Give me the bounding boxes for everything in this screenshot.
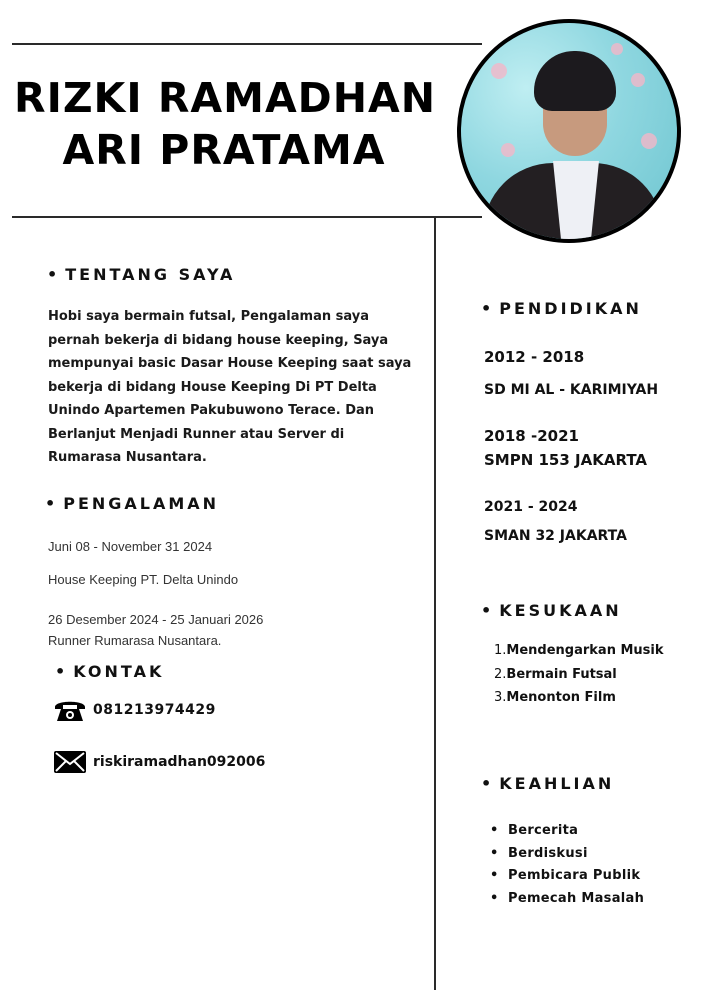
skills-heading: • KEAHLIAN [481,774,615,793]
skill-item: • Bercerita [490,823,579,838]
phone-number: 081213974429 [93,702,216,718]
education-years-2: 2018 -2021 [484,427,579,445]
skill-item: • Pembicara Publik [490,868,641,883]
hobby-item: 3.Menonton Film [494,690,616,705]
telephone-icon [53,697,87,723]
education-heading: • PENDIDIKAN [481,299,642,318]
education-school-2: SMPN 153 JAKARTA [484,451,648,469]
experience-date-2: 26 Desember 2024 - 25 Januari 2026 [48,612,264,627]
name-line-1: RIZKI RAMADHAN [14,74,437,122]
contact-phone [53,697,216,723]
about-text: Hobi saya bermain futsal, Pengalaman saya pernah bekerja di bidang house keeping, Saya mempunyai basic Dasar House Keeping saat saya bekerja di bidang House Keeping Di PT Delta Unindo Apartemen Pakubuwono Terace. Dan Berlanjut Menjadi Runner atau Server di Rumarasa Nusantara. [48,309,412,465]
resume-name [14,72,437,176]
contact-email [53,749,265,775]
hobbies-heading: • KESUKAAN [481,601,622,620]
header-divider [12,216,482,218]
email-address: riskiramadhan092006 [93,754,266,770]
education-years-3: 2021 - 2024 [484,499,578,515]
education-years-1: 2012 - 2018 [484,348,585,366]
top-divider [12,43,482,45]
experience-date-1: Juni 08 - November 31 2024 [48,539,213,554]
skill-item: • Berdiskusi [490,846,588,861]
envelope-icon [53,749,87,775]
name-line-2: ARI PRATAMA [62,126,386,174]
about-heading: • TENTANG SAYA [47,265,236,284]
experience-role-2: Runner Rumarasa Nusantara. [48,633,222,648]
hobby-item: 1.Mendengarkan Musik [494,643,664,658]
column-divider [434,217,436,990]
experience-heading: • PENGALAMAN [45,494,220,513]
profile-photo [457,19,681,243]
education-school-1: SD MI AL - KARIMIYAH [484,382,659,398]
skill-item: • Pemecah Masalah [490,891,645,906]
hobby-item: 2.Bermain Futsal [494,667,617,682]
contact-heading: • KONTAK [55,662,165,681]
experience-role-1: House Keeping PT. Delta Unindo [48,572,239,587]
education-school-3: SMAN 32 JAKARTA [484,528,627,544]
